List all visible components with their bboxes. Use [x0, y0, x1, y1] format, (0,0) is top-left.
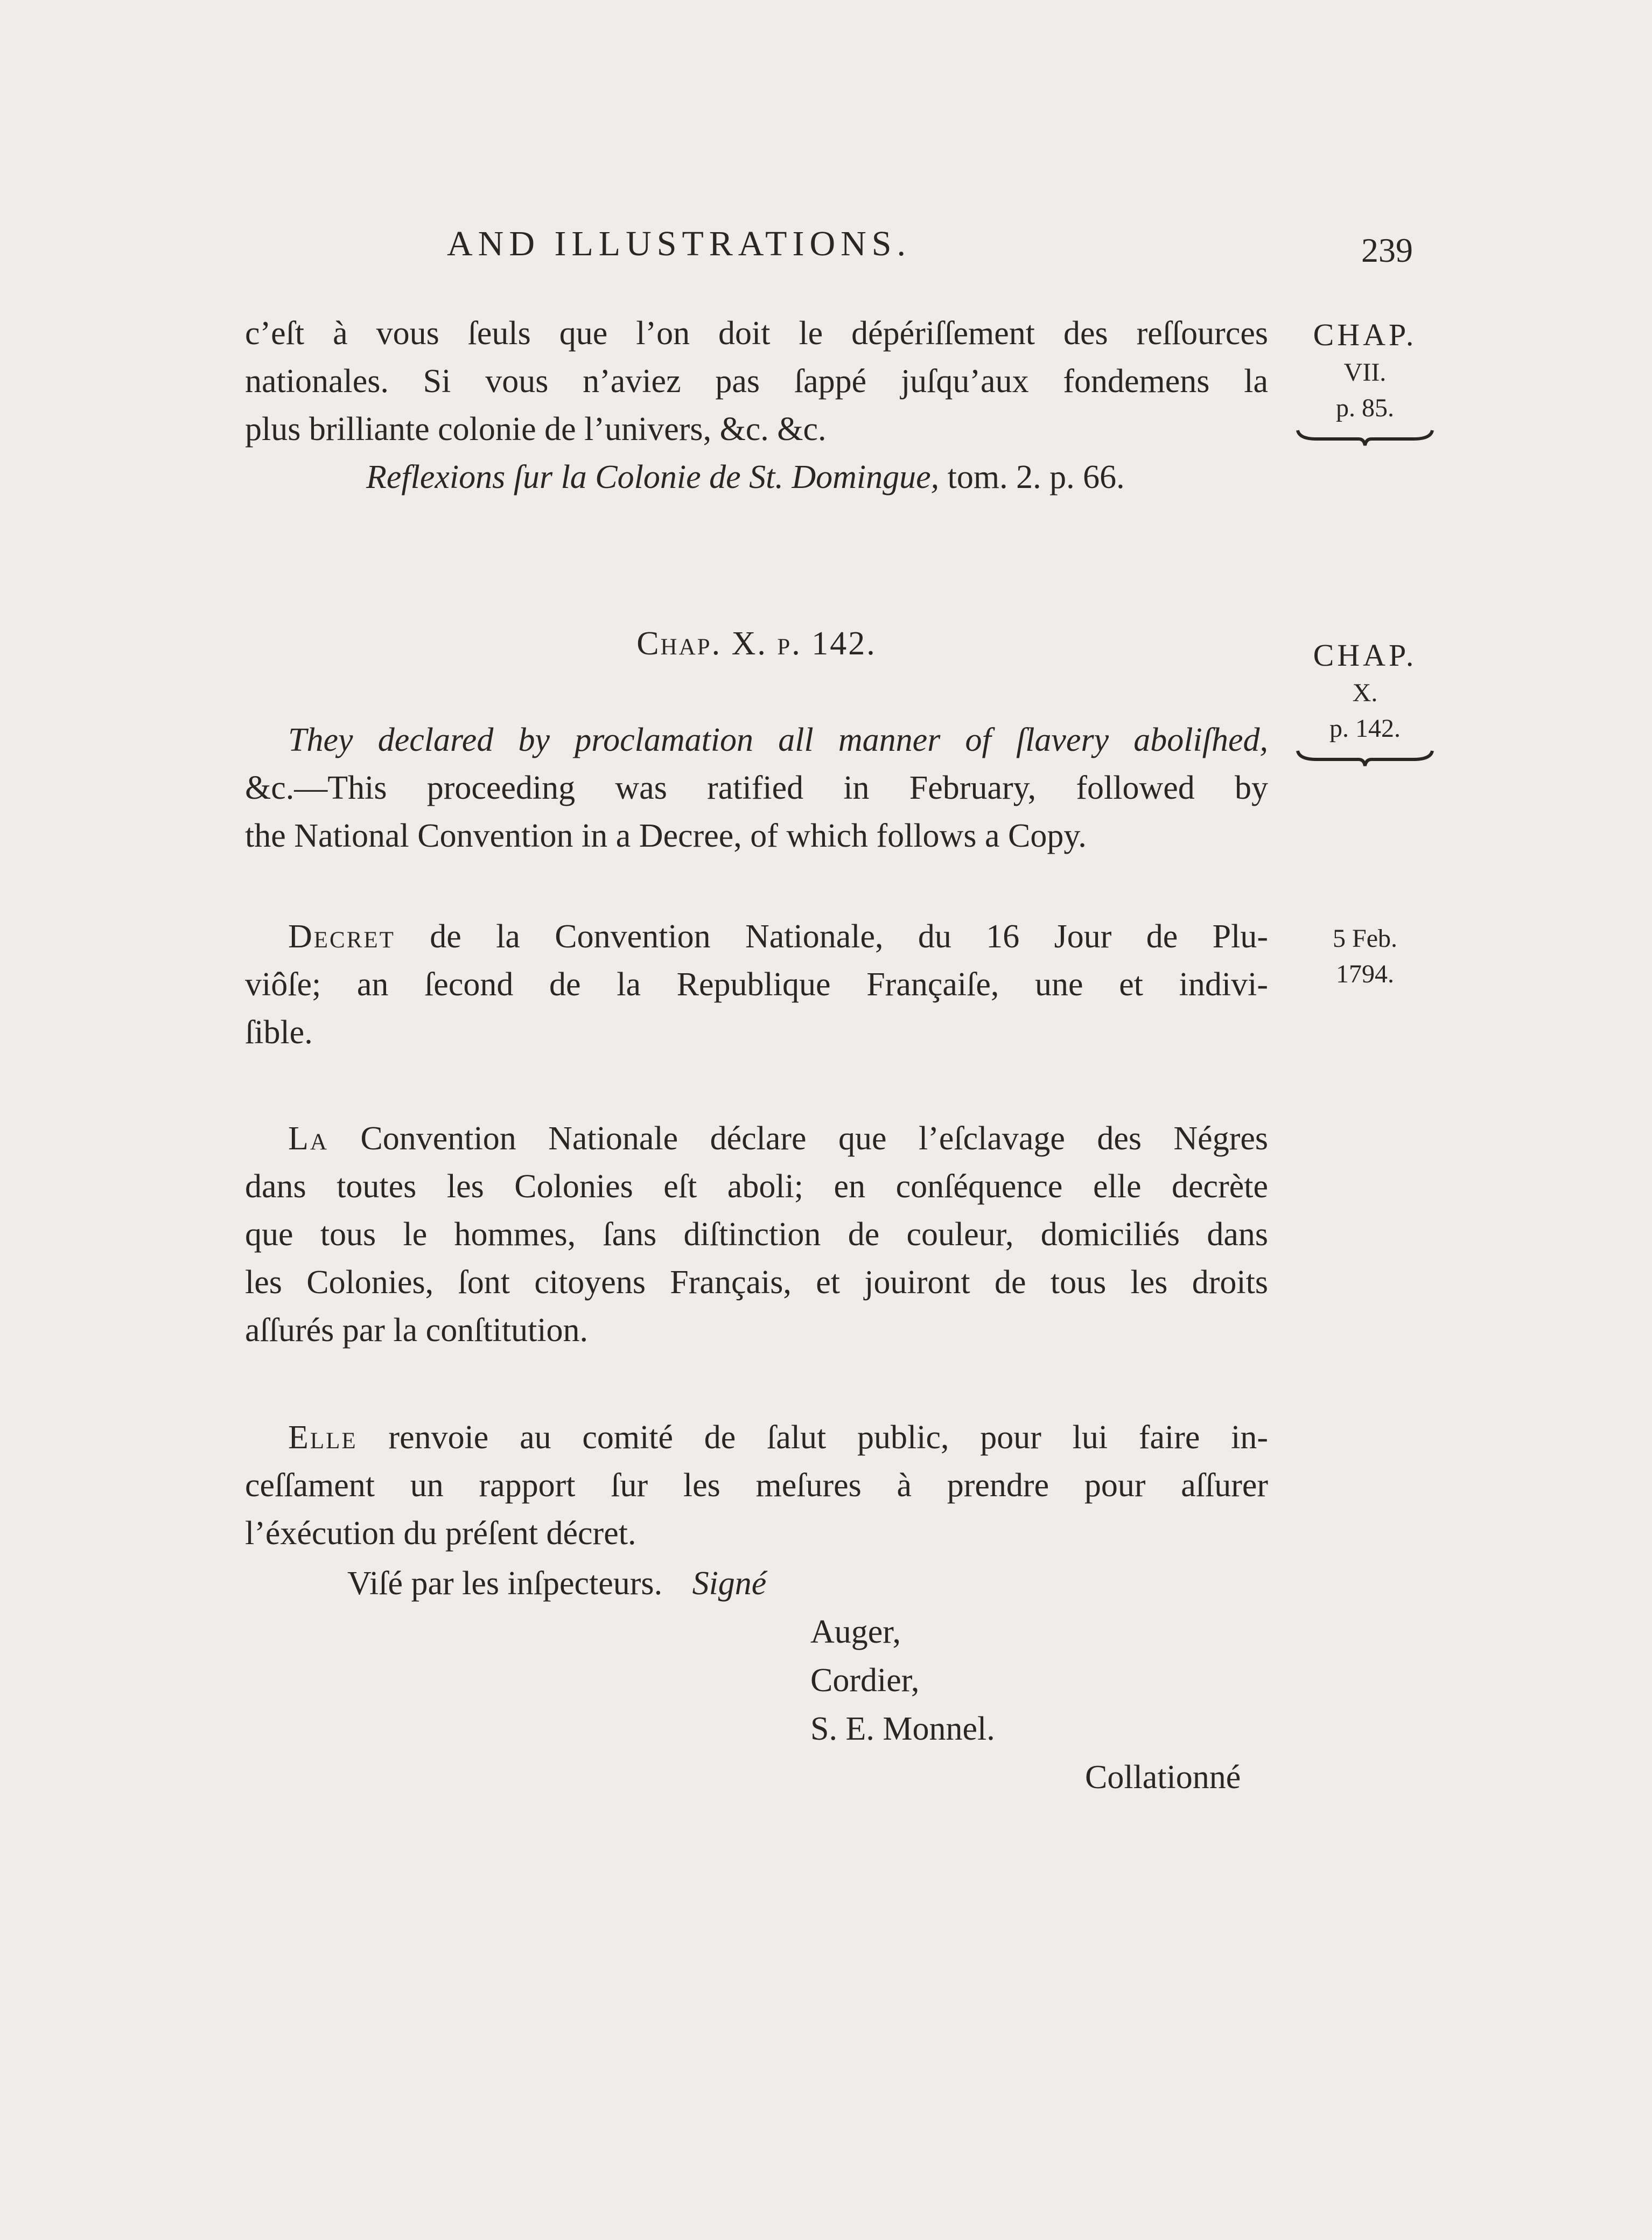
text-line: l’éxécution du préſent décret. — [245, 1515, 636, 1552]
margin-note-line: 5 Feb. — [1333, 924, 1397, 953]
text-line: the National Convention in a Decree, of which follows a Copy. — [245, 818, 1087, 854]
convention-lead: La — [288, 1120, 328, 1157]
convention-line-rest: Convention Nationale déclare que l’eſclavage des Négres — [328, 1120, 1268, 1157]
signe-text: Signé — [692, 1565, 767, 1602]
chapter-heading-text: Chap. X. p. 142. — [636, 625, 877, 662]
brace-icon — [1295, 746, 1435, 768]
paragraph-renvoie — [245, 1414, 1268, 1558]
renvoie-lead: Elle — [288, 1419, 358, 1456]
vise-line — [347, 1565, 766, 1603]
margin-note-line: p. 85. — [1336, 394, 1394, 422]
margin-note-line: 1794. — [1336, 960, 1394, 988]
text-line: viôſe; an ſecond de la Republique Françaiſe, une et indivi- — [245, 966, 1268, 1003]
chapter-heading — [245, 625, 1268, 663]
text-line: ſible. — [245, 1014, 313, 1051]
margin-note-chap-vii — [1284, 315, 1446, 448]
text-line: ceſſament un rapport ſur les meſures à prendre pour aſſurer — [245, 1467, 1268, 1504]
text-line: aſſurés par la conſtitution. — [245, 1312, 589, 1349]
citation-title: Reflexions ſur la Colonie de St. Domingue, — [366, 459, 940, 496]
text-line: c’eſt à vous ſeuls que l’on doit le dépériſſement des reſſources — [245, 315, 1268, 352]
decret-line-rest: de la Convention Nationale, du 16 Jour de Plu- — [395, 918, 1268, 955]
text-line: dans toutes les Colonies eſt aboli; en conſéquence elle decrète — [245, 1168, 1268, 1205]
vise-text: Viſé par les inſpecteurs. — [347, 1565, 663, 1602]
text-line: They declared by proclamation all manner of ſlavery aboliſhed, — [288, 722, 1268, 758]
paragraph-quote-french — [245, 310, 1268, 501]
paragraph-decret — [245, 913, 1268, 1057]
signatory-name: Auger, — [810, 1614, 901, 1650]
margin-note-line: CHAP. — [1313, 317, 1417, 352]
text-line: &c.—This proceeding was ratified in February, followed by — [245, 770, 1268, 806]
running-title: AND ILLUSTRATIONS. — [447, 224, 911, 263]
decret-lead: Decret — [288, 918, 395, 955]
text-line: nationales. Si vous n’aviez pas ſappé juſqu’aux fondemens la — [245, 363, 1268, 400]
text-line — [245, 913, 1268, 961]
text-line: que tous le hommes, ſans diſtinction de couleur, domiciliés dans — [245, 1216, 1268, 1253]
page-number: 239 — [1361, 231, 1413, 269]
margin-note-chap-x — [1284, 636, 1446, 768]
margin-note-date — [1284, 921, 1446, 992]
citation-ref: tom. 2. p. 66. — [939, 459, 1125, 496]
signatory-name: S. E. Monnel. — [810, 1711, 995, 1747]
text-line: les Colonies, ſont citoyens Français, et jouiront de tous les droits — [245, 1264, 1268, 1301]
brace-icon — [1295, 426, 1435, 448]
catchword: Collationné — [1085, 1759, 1241, 1796]
margin-note-line: CHAP. — [1313, 638, 1417, 673]
text-line — [245, 1115, 1268, 1163]
margin-note-line: p. 142. — [1329, 714, 1401, 743]
margin-note-line: VII. — [1343, 358, 1387, 387]
renvoie-line-rest: renvoie au comité de ſalut public, pour lui faire in- — [357, 1419, 1268, 1456]
paragraph-proclamation — [245, 716, 1268, 860]
text-line — [245, 1414, 1268, 1462]
text-line: plus brilliante colonie de l’univers, &c. &c. — [245, 411, 827, 448]
paragraph-convention — [245, 1115, 1268, 1355]
citation-line — [245, 453, 1268, 501]
signatory-name: Cordier, — [810, 1662, 920, 1699]
margin-note-line: X. — [1352, 679, 1378, 707]
